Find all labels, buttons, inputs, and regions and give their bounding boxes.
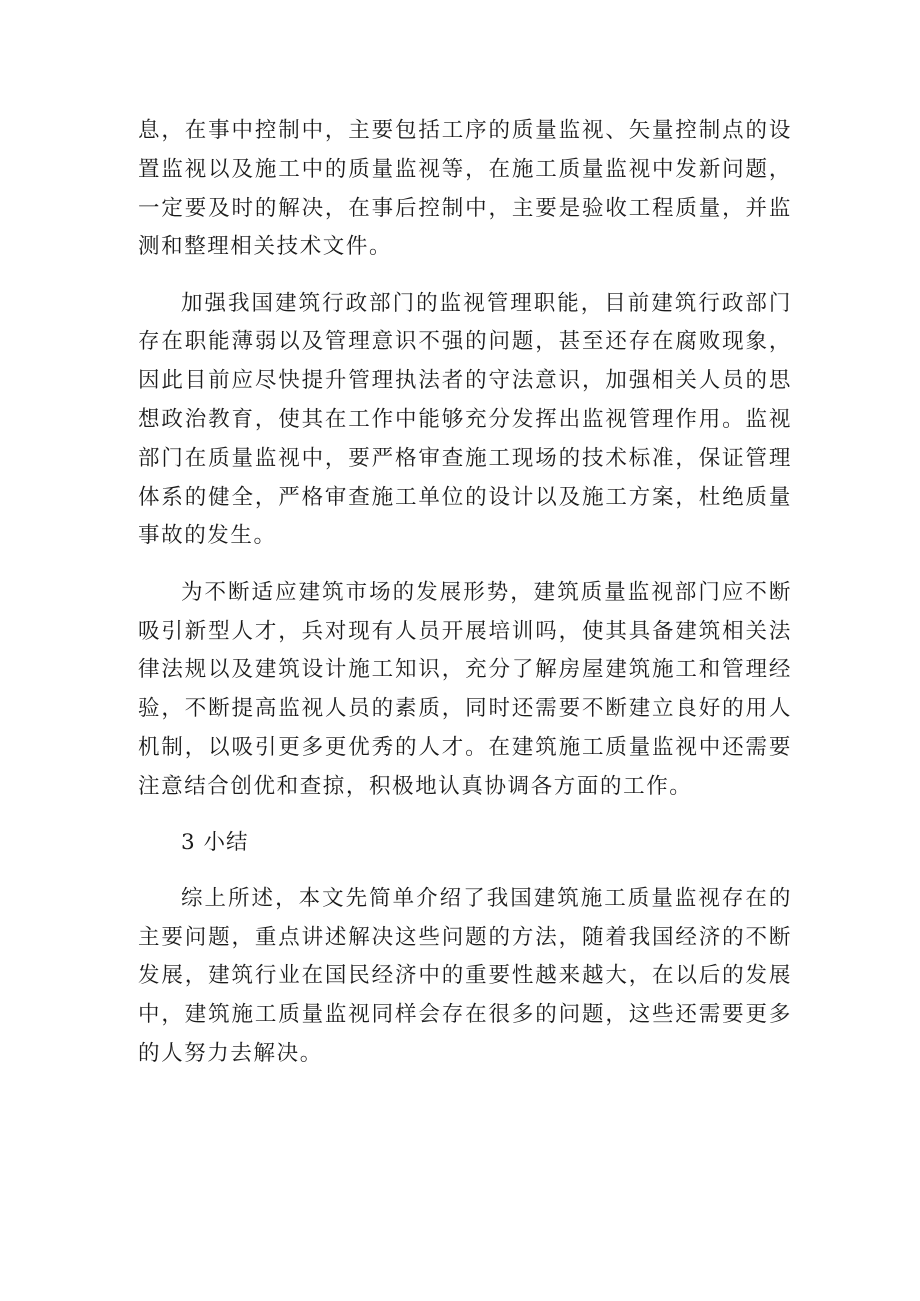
paragraph-continuation: 息，在事中控制中，主要包括工序的质量监视、矢量控制点的设置监视以及施工中的质量监视等，在施工质量监视中发新问题，一定要及时的解决，在事后控制中，主要是验收工程质量，并监测和整理相关技术文件。: [138, 118, 792, 260]
section-heading: 3 小结: [181, 830, 249, 856]
document-body: [138, 112, 792, 1091]
paragraph-talent: 为不断适应建筑市场的发展形势，建筑质量监视部门应不断吸引新型人才，兵对现有人员开展培训吗，使其具备建筑相关法律法规以及建筑设计施工知识，充分了解房屋建筑施工和管理经验，不断提高监视人员的素质，同时还需要不断建立良好的用人机制，以吸引更多更优秀的人才。在建筑施工质量监视中还需要注意结合创优和查掠，积极地认真协调各方面的工作。: [138, 579, 792, 799]
paragraph-administration: 加强我国建筑行政部门的监视管理职能，目前建筑行政部门存在职能薄弱以及管理意识不强的问题，甚至还存在腐败现象，因此目前应尽快提升管理执法者的守法意识，加强相关人员的思想政治教育，使其在工作中能够充分发挥出监视管理作用。监视部门在质量监视中，要严格审查施工现场的技术标准，保证管理体系的健全，严格审查施工单位的设计以及施工方案，杜绝质量事故的发生。: [138, 290, 792, 549]
paragraph-conclusion: 综上所述，本文先简单介绍了我国建筑施工质量监视存在的主要问题，重点讲述解决这些问题的方法，随着我国经济的不断发展，建筑行业在国民经济中的重要性越来越大，在以后的发展中，建筑施工质量监视同样会存在很多的问题，这些还需要更多的人努力去解决。: [138, 885, 792, 1067]
